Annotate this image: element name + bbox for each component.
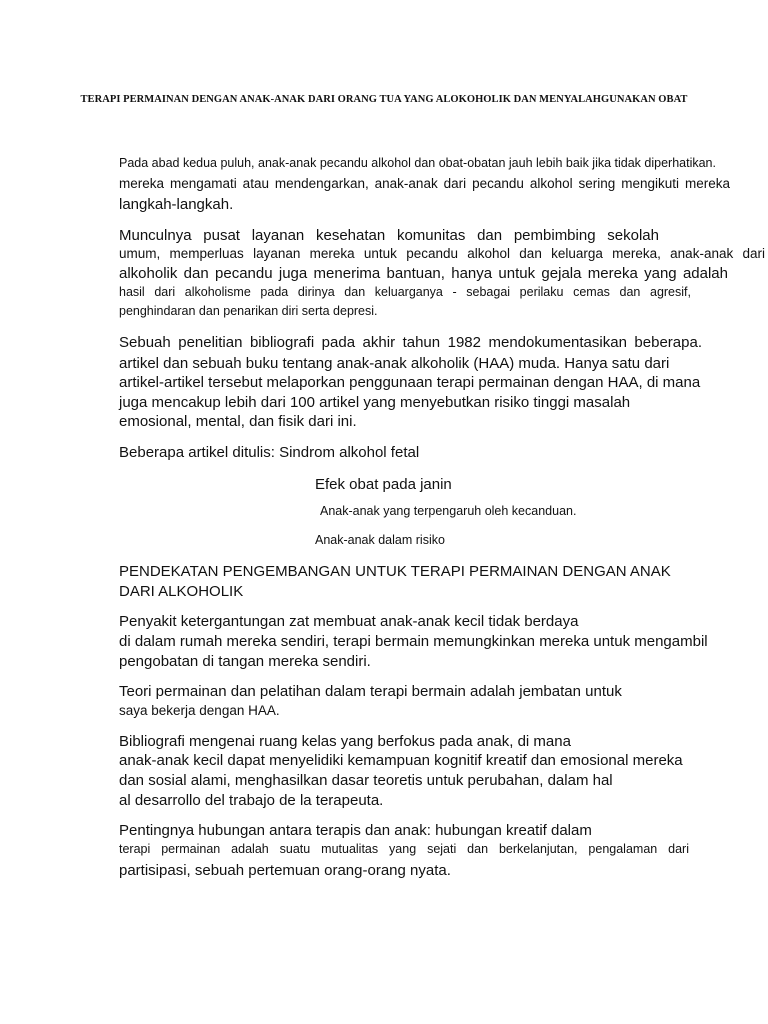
text-line: langkah-langkah. — [119, 196, 234, 213]
text-line: dan sosial alami, menghasilkan dasar teoretis untuk perubahan, dalam hal — [119, 772, 613, 789]
text-line: artikel-artikel tersebut melaporkan penggunaan terapi permainan dengan HAA, di mana — [119, 374, 701, 391]
articles-intro: Beberapa artikel ditulis: Sindrom alkohol fetal — [119, 444, 420, 461]
heading-line: PENDEKATAN PENGEMBANGAN UNTUK TERAPI PERMAINAN DENGAN ANAK — [119, 563, 671, 580]
text-line: Pada abad kedua puluh, anak-anak pecandu alkohol dan obat-obatan jauh lebih baik jika tidak diperhatikan. — [119, 156, 716, 170]
text-line: al desarrollo del trabajo de la terapeuta. — [119, 792, 384, 809]
text-line: mereka mengamati atau mendengarkan, anak-anak dari pecandu alkohol sering mengikuti mereka — [119, 177, 730, 191]
text-line: di dalam rumah mereka sendiri, terapi bermain memungkinkan mereka untuk mengambil — [119, 633, 708, 650]
text-line: Pentingnya hubungan antara terapis dan anak: hubungan kreatif dalam — [119, 822, 592, 839]
text-line: pengobatan di tangan mereka sendiri. — [119, 653, 371, 670]
text-line: hasil dari alkoholisme pada dirinya dan keluarganya - sebagai perilaku cemas dan agresif, — [119, 286, 691, 299]
text-line: Munculnya pusat layanan kesehatan komunitas dan pembimbing sekolah — [119, 228, 659, 243]
text-line: Teori permainan dan pelatihan dalam terapi bermain adalah jembatan untuk — [119, 683, 622, 700]
text-line: artikel dan sebuah buku tentang anak-anak alkoholik (HAA) muda. Hanya satu dari — [119, 355, 670, 372]
text-line: anak-anak kecil dapat menyelidiki kemampuan kognitif kreatif dan emosional mereka — [119, 752, 683, 769]
text-line: penghindaran dan penarikan diri serta depresi. — [119, 304, 378, 318]
article-item: Efek obat pada janin — [315, 476, 452, 493]
text-line: Sebuah penelitian bibliografi pada akhir tahun 1982 mendokumentasikan beberapa. — [119, 335, 702, 350]
text-line: alkoholik dan pecandu juga menerima bantuan, hanya untuk gejala mereka yang adalah — [119, 266, 728, 281]
text-line: emosional, mental, dan fisik dari ini. — [119, 413, 357, 430]
text-line: Penyakit ketergantungan zat membuat anak-anak kecil tidak berdaya — [119, 613, 579, 630]
text-line: saya bekerja dengan HAA. — [119, 703, 280, 718]
document-title: TERAPI PERMAINAN DENGAN ANAK-ANAK DARI ORANG TUA YANG ALOKOHOLIK DAN MENYALAHGUNAKAN OBAT — [80, 94, 688, 105]
article-item: Anak-anak yang terpengaruh oleh kecanduan. — [320, 504, 577, 518]
text-line: Bibliografi mengenai ruang kelas yang berfokus pada anak, di mana — [119, 733, 571, 750]
text-line: umum, memperluas layanan mereka untuk pecandu alkohol dan keluarga mereka, anak-anak dari — [119, 247, 765, 261]
text-line: partisipasi, sebuah pertemuan orang-orang nyata. — [119, 862, 451, 879]
text-line: terapi permainan adalah suatu mutualitas yang sejati dan berkelanjutan, pengalaman dari — [119, 843, 689, 856]
article-item: Anak-anak dalam risiko — [315, 533, 445, 547]
text-line: juga mencakup lebih dari 100 artikel yang menyebutkan risiko tinggi masalah — [119, 394, 631, 411]
heading-line: DARI ALKOHOLIK — [119, 583, 244, 600]
